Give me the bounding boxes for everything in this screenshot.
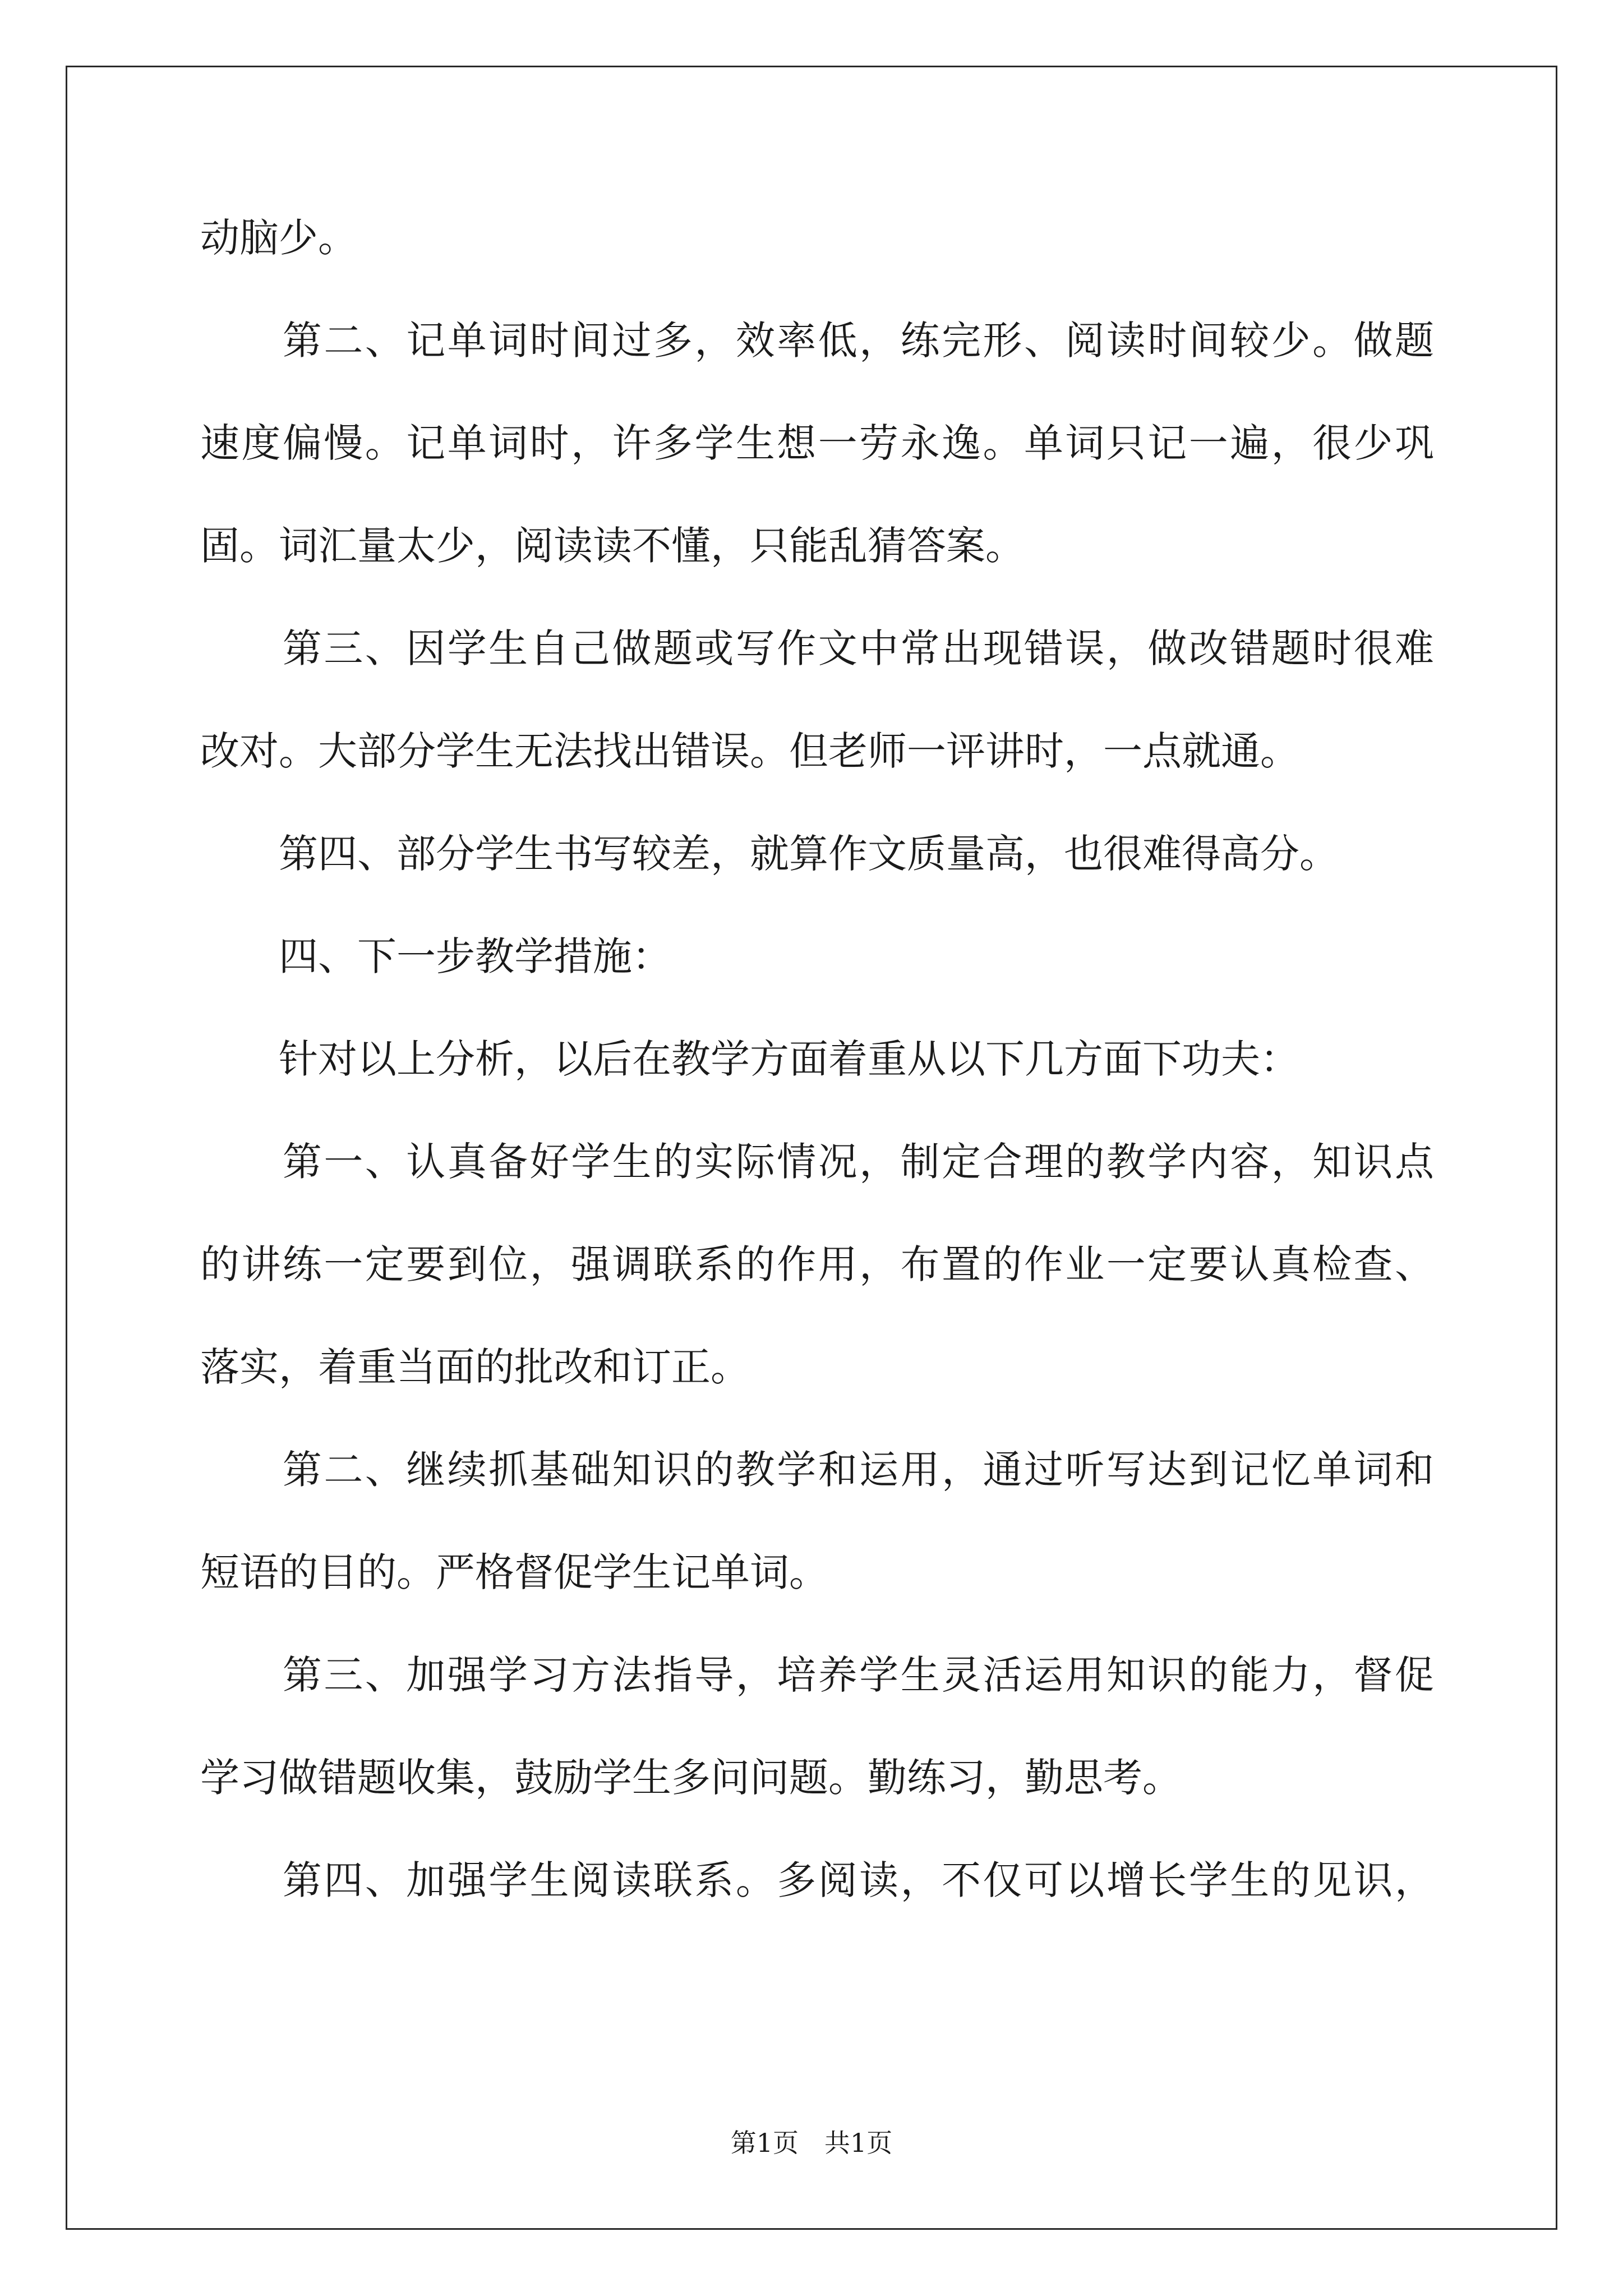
text-line: 短语的目的。严格督促学生记单词。 <box>200 1549 828 1595</box>
text-line: 第二、继续抓基础知识的教学和运用，通过听写达到记忆单词和 <box>200 1447 1434 1493</box>
text-line: 改对。大部分学生无法找出错误。但老师一评讲时，一点就通。 <box>200 728 1299 774</box>
text-line: 的讲练一定要到位，强调联系的作用，布置的作业一定要认真检查、 <box>200 1241 1434 1287</box>
text-line: 第二、记单词时间过多，效率低，练完形、阅读时间较少。做题 <box>200 318 1434 364</box>
text-line: 第三、加强学习方法指导，培养学生灵活运用知识的能力，督促 <box>200 1652 1434 1698</box>
text-line: 第四、部分学生书写较差，就算作文质量高，也很难得高分。 <box>200 831 1339 877</box>
text-line: 固。词汇量太少，阅读读不懂，只能乱猜答案。 <box>200 523 1025 569</box>
section-heading: 四、下一步教学措施： <box>200 933 671 979</box>
text-line: 落实，着重当面的批改和订正。 <box>200 1344 750 1390</box>
text-line: 第四、加强学生阅读联系。多阅读，不仅可以增长学生的见识， <box>200 1857 1434 1903</box>
text-line: 速度偏慢。记单词时，许多学生想一劳永逸。单词只记一遍，很少巩 <box>200 420 1434 466</box>
text-line: 学习做错题收集，鼓励学生多问问题。勤练习，勤思考。 <box>200 1755 1182 1801</box>
text-line: 针对以上分析，以后在教学方面着重从以下几方面下功夫： <box>200 1036 1299 1082</box>
text-line: 第三、因学生自己做题或写作文中常出现错误，做改错题时很难 <box>200 625 1434 671</box>
text-line: 动脑少。 <box>200 215 357 261</box>
text-line: 第一、认真备好学生的实际情况，制定合理的教学内容，知识点 <box>200 1139 1434 1185</box>
page-number-footer: 第1页 共1页 <box>730 2128 893 2158</box>
